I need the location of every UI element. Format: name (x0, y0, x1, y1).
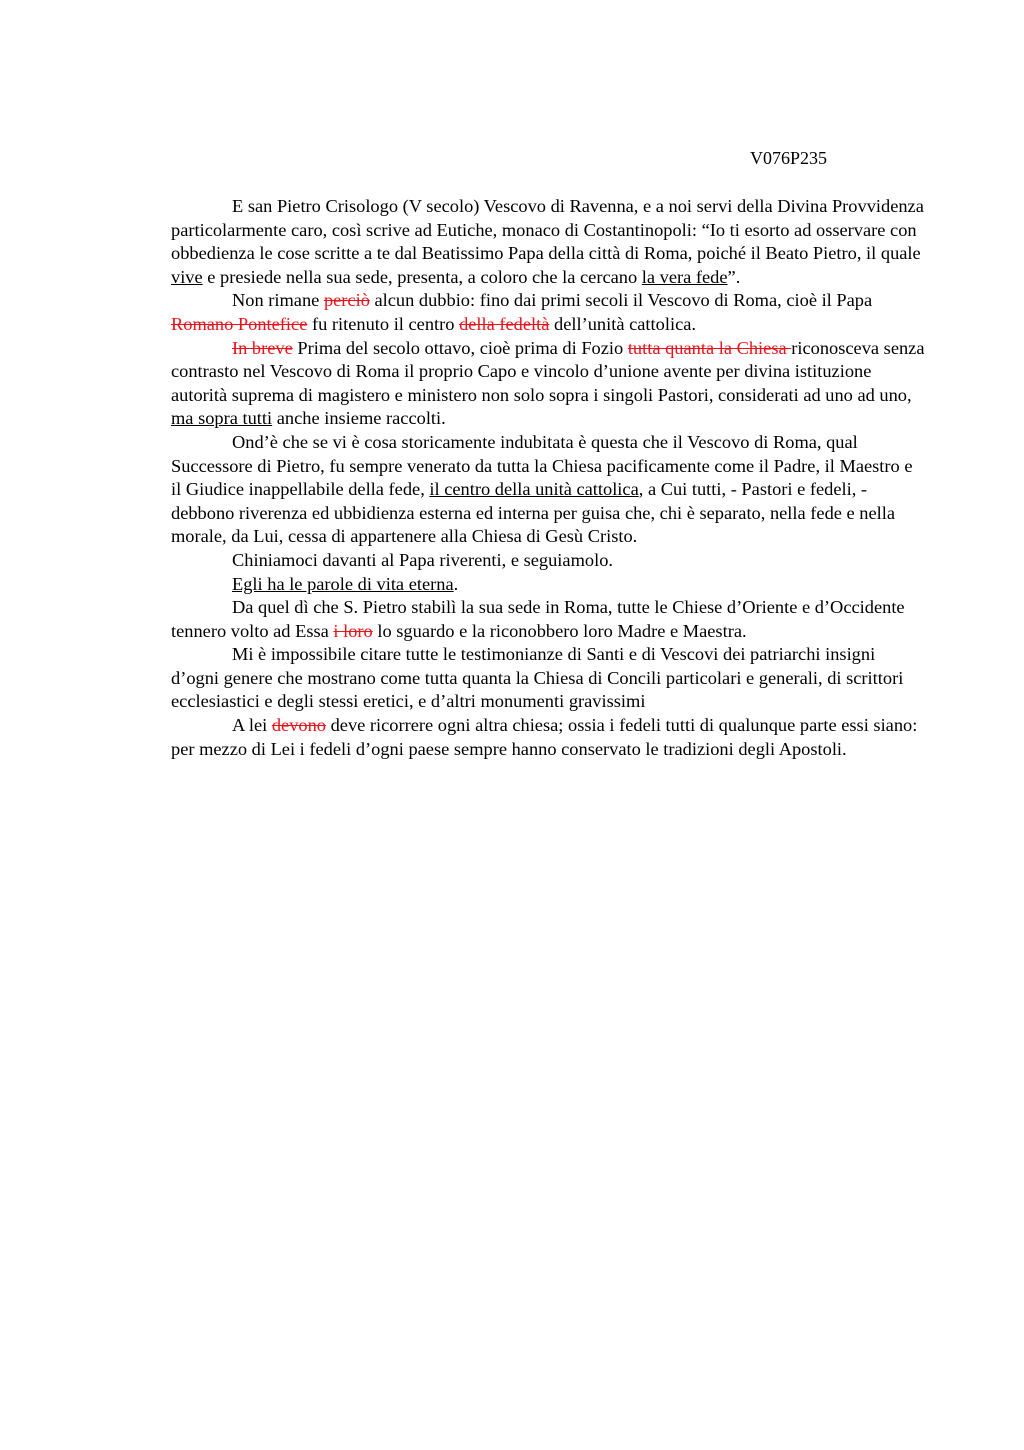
text-run: A lei (232, 715, 272, 736)
paragraph (171, 549, 925, 573)
text-run: fu ritenuto il centro (307, 313, 460, 334)
text-run: e presiede nella sua sede, presenta, a coloro che la cercano (202, 266, 642, 287)
paragraph (171, 596, 925, 643)
text-run: E san Pietro Crisologo (V secolo) Vescovo di Ravenna, e a noi servi della Divina Provvidenza particolarmente caro, così scrive ad Eutiche, monaco di Costantinopoli: “Io ti esorto ad osservare con obbedienza le cose scritte a te dal Beatissimo Papa della città di Roma, poiché il Beato Pietro, il quale (171, 196, 924, 264)
paragraph (171, 337, 925, 431)
text-run: lo sguardo e la riconobbero loro Madre e Maestra. (372, 620, 747, 641)
underlined-text: ma sopra tutti (171, 408, 273, 429)
deleted-text: della fedeltà (459, 313, 550, 334)
text-run: dell’unità cattolica. (549, 313, 696, 334)
deleted-text: Romano Pontefice (171, 313, 308, 334)
text-run: Da quel dì che S. Pietro stabilì la sua sede in Roma, tutte le Chiese d’Oriente e d’Occidente tennero volto ad Essa (171, 597, 905, 641)
text-run: anche insieme raccolti. (272, 408, 446, 429)
text-run: ”. (727, 266, 741, 287)
deleted-text: i loro (333, 620, 373, 641)
text-run: Mi è impossibile citare tutte le testimonianze di Santi e di Vescovi dei patriarchi insigni d’ogni genere che mostrano come tutta quanta la Chiesa di Concili particolari e generali, di scrittori ecclesiastici e degli stessi eretici, e d’altri monumenti gravissimi (171, 644, 904, 712)
underlined-text: la vera fede (641, 266, 728, 287)
paragraph (171, 289, 925, 336)
paragraph (171, 431, 925, 549)
underlined-text: Egli ha le parole di vita eterna (232, 573, 454, 594)
text-run: , a Cui tutti, - Pastori e fedeli, - debbono riverenza ed ubbidienza esterna ed interna per guisa che, chi è separato, nella fede e nella morale, da Lui, cessa di appartenere alla Chiesa di Gesù Cristo. (171, 479, 896, 547)
underlined-text: vive (171, 266, 203, 287)
paragraph (171, 195, 925, 289)
text-run: alcun dubbio: fino dai primi secoli il Vescovo di Roma, cioè il Papa (369, 290, 873, 311)
underlined-text: il centro della unità cattolica (429, 479, 639, 500)
paragraph (171, 573, 925, 597)
text-run: Non rimane (232, 290, 324, 311)
deleted-text: In breve (232, 337, 293, 358)
deleted-text: perciò (323, 290, 370, 311)
paragraph (171, 643, 925, 714)
text-run: Ond’è che se vi è cosa storicamente indubitata è questa che il Vescovo di Roma, qual Successore di Pietro, fu sempre venerato da tutta la Chiesa pacificamente come il Padre, il Maestro e il Giudice inappellabile della fede, (171, 431, 913, 500)
page-code: V076P235 (750, 148, 828, 168)
text-run: riconosceva senza contrasto nel Vescovo di Roma il proprio Capo e vincolo d’unione avente per divina istituzione autorità suprema di magistero e ministero non solo sopra i singoli Pastori, considerati ad uno ad uno, (171, 337, 925, 405)
text-body (171, 195, 925, 761)
deleted-text: devono (271, 715, 326, 736)
paragraph (171, 714, 925, 761)
text-run: Chiniamoci davanti al Papa riverenti, e seguiamolo. (232, 549, 613, 570)
deleted-text: tutta quanta la Chiesa (627, 337, 792, 358)
text-run: . (453, 573, 459, 594)
text-run: deve ricorrere ogni altra chiesa; ossia i fedeli tutti di qualunque parte essi siano: per mezzo di Lei i fedeli d’ogni paese sempre hanno conservato le tradizioni degli Apostoli. (171, 715, 918, 759)
text-run: Prima del secolo ottavo, cioè prima di Fozio (292, 337, 628, 358)
